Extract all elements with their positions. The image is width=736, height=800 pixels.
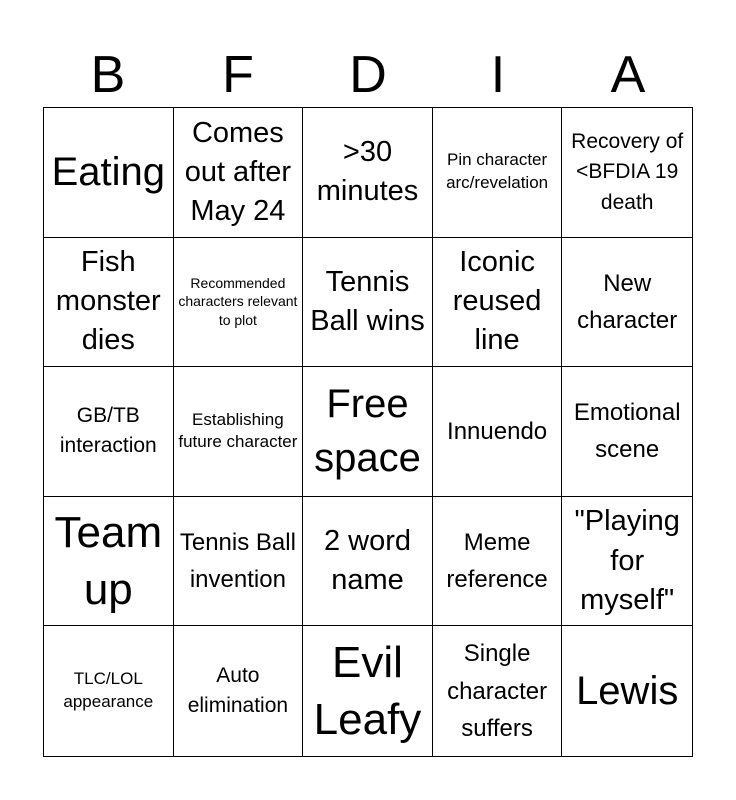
bingo-cell-text: Establishing future character (178, 409, 298, 452)
bingo-cell-text: Innuendo (447, 417, 548, 445)
bingo-cell[interactable] (562, 108, 692, 238)
bingo-cell[interactable] (44, 108, 174, 238)
bingo-cell[interactable] (174, 626, 304, 756)
bingo-cell-text: Evil Leafy (313, 638, 422, 745)
bingo-cell-text: Pin character arc/revelation (446, 150, 549, 193)
bingo-header (43, 44, 693, 106)
bingo-cell[interactable] (44, 367, 174, 497)
bingo-cell[interactable] (433, 367, 563, 497)
bingo-cell-text: "Playing for myself" (574, 505, 680, 616)
bingo-cell[interactable] (174, 108, 304, 238)
bingo-cell[interactable] (433, 238, 563, 368)
bingo-cell[interactable] (562, 238, 692, 368)
bingo-board (43, 107, 693, 757)
bingo-cell[interactable] (44, 626, 174, 756)
bingo-cell[interactable] (303, 238, 433, 368)
bingo-cell[interactable] (174, 238, 304, 368)
header-letter-b: B (90, 46, 126, 104)
bingo-cell[interactable] (303, 108, 433, 238)
bingo-cell[interactable] (562, 367, 692, 497)
bingo-cell[interactable] (433, 626, 563, 756)
header-letter-d: D (349, 46, 387, 104)
bingo-cell[interactable] (303, 367, 433, 497)
header-letter-f: F (222, 46, 254, 104)
bingo-cell[interactable] (174, 497, 304, 627)
bingo-cell-text: Emotional scene (573, 399, 681, 464)
bingo-cell-text: Fish monster dies (55, 246, 161, 357)
bingo-cell[interactable] (433, 497, 563, 627)
bingo-cell-text: Tennis Ball wins (310, 265, 425, 337)
bingo-cell[interactable] (562, 626, 692, 756)
bingo-cell[interactable] (303, 497, 433, 627)
bingo-cell-text: TLC/LOL appearance (63, 669, 154, 712)
bingo-cell-text: >30 minutes (316, 136, 419, 208)
bingo-cell-text: 2 word name (323, 524, 412, 597)
bingo-cell-text: Free space (314, 382, 421, 481)
bingo-cell-text: Tennis Ball invention (179, 528, 296, 594)
bingo-cell-text: Comes out after May 24 (184, 116, 292, 227)
bingo-cell-text: Iconic reused line (452, 246, 542, 357)
bingo-cell[interactable] (562, 497, 692, 627)
header-letter-i: I (490, 46, 506, 104)
bingo-cell-text: New character (577, 269, 678, 334)
bingo-cell[interactable] (44, 238, 174, 368)
bingo-cell-text: Single character suffers (447, 640, 548, 742)
bingo-cell[interactable] (303, 626, 433, 756)
bingo-cell-text: Auto elimination (187, 663, 289, 718)
bingo-cell[interactable] (433, 108, 563, 238)
bingo-cell-text: Team up (54, 507, 163, 615)
bingo-cell-text: Recommended characters relevant to plot (178, 274, 298, 329)
bingo-cell[interactable] (44, 497, 174, 627)
bingo-cell-text: GB/TB interaction (59, 404, 157, 458)
bingo-cell-text: Meme reference (446, 528, 548, 594)
bingo-cell-text: Eating (51, 150, 165, 195)
bingo-cell-text: Lewis (576, 669, 679, 714)
bingo-cell-text: Recovery of <BFDIA 19 death (571, 129, 684, 214)
bingo-cell[interactable] (174, 367, 304, 497)
header-letter-a: A (610, 46, 646, 104)
